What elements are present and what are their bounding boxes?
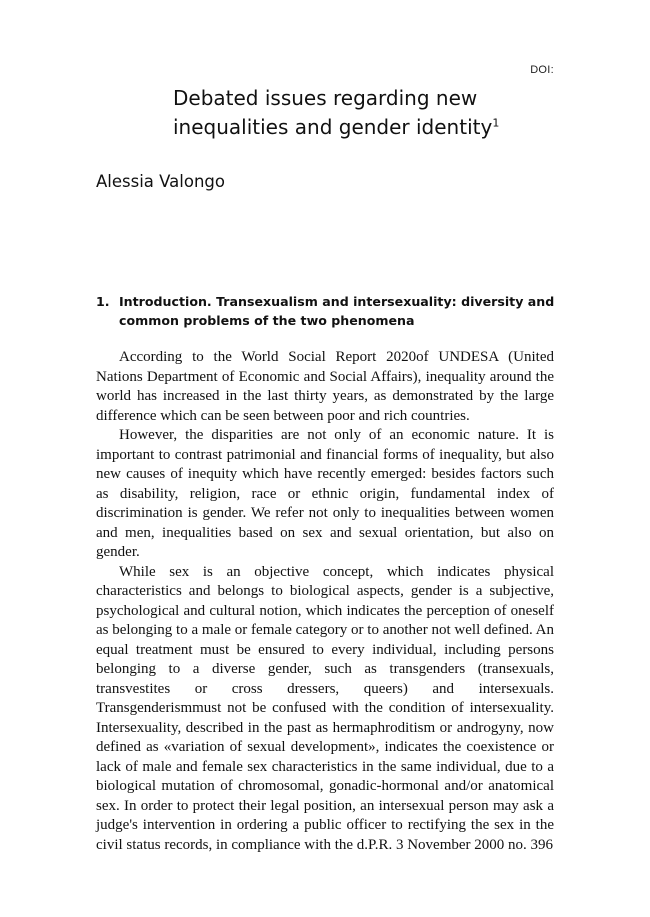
body-text bbox=[96, 348, 554, 855]
author-name: Alessia Valongo bbox=[96, 172, 225, 191]
paragraph-1: According to the World Social Report 2020of UNDESA (United Nations Department of Economic and Social Affairs), inequality around the world has increased in the last thirty years, as demonstrated by the large difference which can be seen between poor and rich countries. bbox=[96, 349, 554, 424]
section-heading-text: Introduction. Transexualism and intersexuality: diversity and common problems of the two phenomena bbox=[119, 294, 555, 328]
footnote-marker-link[interactable]: 1 bbox=[492, 116, 500, 130]
section-heading bbox=[96, 292, 556, 330]
paragraph-2: However, the disparities are not only of an economic nature. It is important to contrast patrimonial and financial forms of inequality, but also new causes of inequity which have recently emerged: besides factors such as disability, religion, race or ethnic origin, fundamental index of discrimination is gender. We refer not only to inequalities between women and men, inequalities based on sex and sexual orientation, but also on gender. bbox=[96, 427, 554, 560]
article-title bbox=[173, 84, 573, 142]
doi-label: DOI: bbox=[530, 64, 554, 76]
article-title-line-1: Debated issues regarding new bbox=[173, 86, 478, 110]
article-title-line-2 bbox=[173, 113, 573, 142]
section-number: 1. bbox=[96, 294, 110, 309]
paragraph-3: While sex is an objective concept, which indicates physical characteristics and belongs to biological aspects, gender is a subjective, psychological and cultural notion, which indicates the perception of oneself as belonging to a male or female category or to another not well defined. An equal treatment must be ensured to every individual, including persons belonging to a diverse gender, such as transgenders (transexuals, transvestites or cross dressers, queers) and intersexuals. Transgenderismmust not be confused with the condition of intersexuality. Intersexuality, described in the past as hermaphroditism or androgyny, now defined as «variation of sexual development», indicates the coexistence or lack of male and female sex characteristics in the same individual, due to a biological mutation of chromosomal, gonadic-hormonal and/or anatomical sex. In order to protect their legal position, an intersexual person may ask a judge's intervention in ordering a public officer to rectifying the sex in the civil status records, in compliance with the d.P.R. 3 November 2000 no. 396 bbox=[96, 563, 554, 853]
article-title-line-2-text: inequalities and gender identity bbox=[173, 115, 493, 139]
